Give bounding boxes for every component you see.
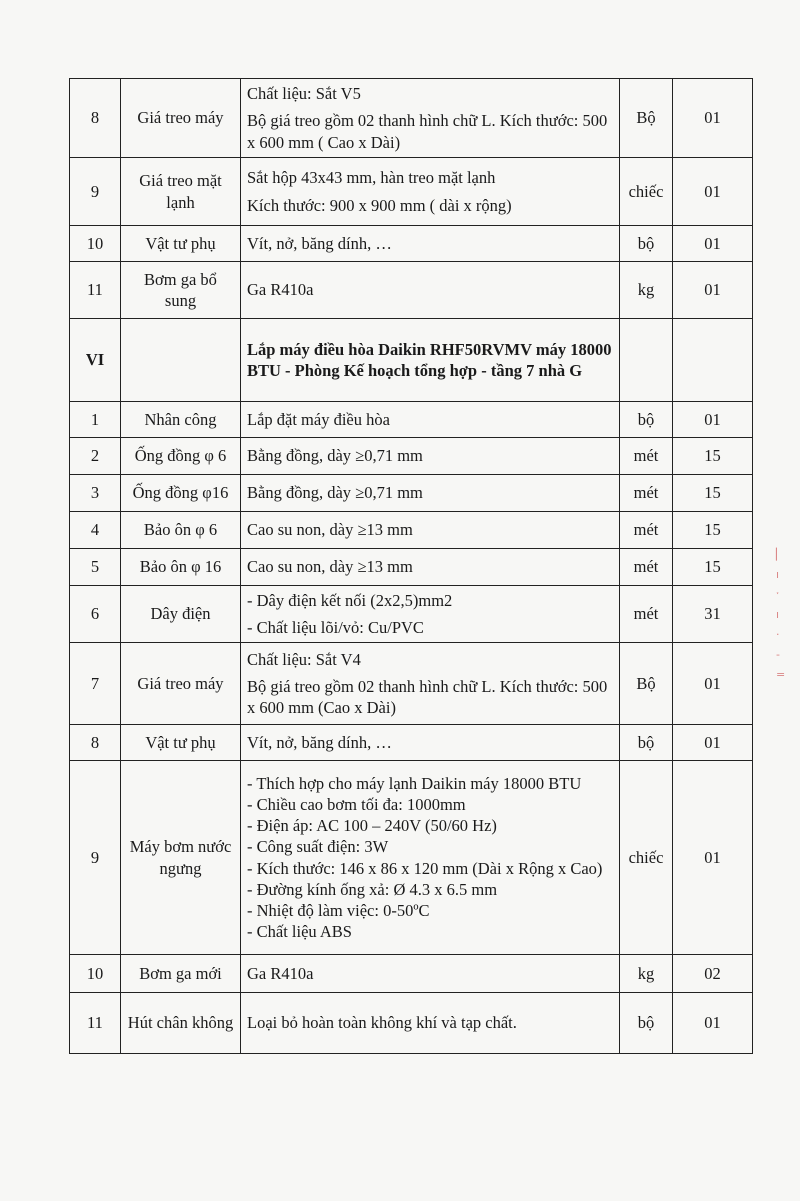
table-row [70,955,753,993]
item-name: Bảo ôn φ 6 [121,512,241,549]
description-line: Bộ giá treo gồm 02 thanh hình chữ L. Kích thước: 500 x 600 mm (Cao x Dài) [247,676,608,718]
item-name: Giá treo máy [121,643,241,725]
item-name: Bơm ga mới [121,955,241,993]
section-row [70,319,753,402]
item-quantity: 15 [673,512,753,549]
item-quantity: 01 [673,761,753,955]
description-line: - Công suất điện: 3W [247,837,389,857]
item-quantity: 15 [673,438,753,475]
equipment-spec-table [69,78,753,1054]
item-unit: mét [620,586,673,643]
item-unit: kg [620,262,673,319]
item-unit: chiếc [620,761,673,955]
section-name-cell [121,319,241,402]
item-unit: kg [620,955,673,993]
item-number: 3 [70,475,121,512]
item-quantity: 01 [673,158,753,226]
item-name: Dây điện [121,586,241,643]
item-description [241,993,620,1054]
description-line: Chất liệu: Sắt V5 [247,84,361,104]
section-unit-cell [620,319,673,402]
item-quantity: 31 [673,586,753,643]
table-row [70,79,753,158]
item-number: 4 [70,512,121,549]
item-name: Vật tư phụ [121,725,241,761]
table-row [70,761,753,955]
description-line: Bằng đồng, dày ≥0,71 mm [247,483,423,503]
item-description [241,438,620,475]
item-quantity: 01 [673,725,753,761]
description-line: Lắp đặt máy điều hòa [247,409,390,429]
description-line: Cao su non, dày ≥13 mm [247,557,413,577]
item-description [241,761,620,955]
description-line: - Nhiệt độ làm việc: 0-50ºC [247,900,430,920]
item-number: 11 [70,262,121,319]
item-number: 10 [70,955,121,993]
description-line: Bằng đồng, dày ≥0,71 mm [247,446,423,466]
description-line: - Chiều cao bơm tối đa: 1000mm [247,795,466,815]
item-name: Giá treo máy [121,79,241,158]
section-title: Lắp máy điều hòa Daikin RHF50RVMV máy 18000 BTU - Phòng Kế hoạch tổng hợp - tầng 7 nhà G [241,319,620,402]
section-qty-cell [673,319,753,402]
item-name: Bảo ôn φ 16 [121,549,241,586]
item-name: Nhân công [121,402,241,438]
table-row [70,643,753,725]
description-line: Ga R410a [247,963,314,983]
item-name: Ống đồng φ 6 [121,438,241,475]
description-line: Chất liệu: Sắt V4 [247,649,361,669]
item-quantity: 15 [673,549,753,586]
item-unit: bộ [620,993,673,1054]
item-name: Hút chân không [121,993,241,1054]
item-number: 11 [70,993,121,1054]
item-unit: mét [620,549,673,586]
item-description [241,725,620,761]
description-line: - Kích thước: 146 x 86 x 120 mm (Dài x Rộng x Cao) [247,858,603,878]
description-line: Bộ giá treo gồm 02 thanh hình chữ L. Kích thước: 500 x 600 mm ( Cao x Dài) [247,111,608,152]
item-number: 8 [70,725,121,761]
table-row [70,993,753,1054]
item-description [241,955,620,993]
section-number: VI [70,319,121,402]
description-line: - Dây điện kết nối (2x2,5)mm2 [247,590,453,610]
item-description [241,402,620,438]
item-quantity: 01 [673,643,753,725]
item-name: Giá treo mặt lạnh [121,158,241,226]
margin-stamp-marks: ▏ ı ˑ ı · - = [776,548,786,681]
item-unit: bộ [620,226,673,262]
table-row [70,586,753,643]
description-line: - Chất liệu lõi/vỏ: Cu/PVC [247,618,424,637]
description-line: Vít, nở, băng dính, … [247,732,392,752]
item-unit: mét [620,475,673,512]
item-quantity: 01 [673,262,753,319]
table-row [70,226,753,262]
item-description [241,643,620,725]
item-number: 5 [70,549,121,586]
table-row [70,402,753,438]
table-row [70,475,753,512]
table-row [70,512,753,549]
item-quantity: 01 [673,993,753,1054]
description-line: - Thích hợp cho máy lạnh Daikin máy 18000 BTU [247,774,582,794]
item-quantity: 01 [673,226,753,262]
description-line: - Điện áp: AC 100 – 240V (50/60 Hz) [247,816,497,836]
description-line: Kích thước: 900 x 900 mm ( dài x rộng) [247,195,512,215]
item-number: 6 [70,586,121,643]
description-line: Ga R410a [247,280,314,300]
item-name: Bơm ga bổ sung [121,262,241,319]
item-quantity: 01 [673,402,753,438]
item-description [241,158,620,226]
item-unit: mét [620,438,673,475]
item-number: 1 [70,402,121,438]
item-unit: Bộ [620,643,673,725]
item-description [241,226,620,262]
table-row [70,438,753,475]
item-unit: bộ [620,725,673,761]
item-description [241,512,620,549]
item-quantity: 01 [673,79,753,158]
item-description [241,586,620,643]
item-unit: mét [620,512,673,549]
item-name: Ống đồng φ16 [121,475,241,512]
item-name: Máy bơm nước ngưng [121,761,241,955]
description-line: Vít, nở, băng dính, … [247,233,392,253]
item-description [241,549,620,586]
table-row [70,158,753,226]
item-number: 8 [70,79,121,158]
item-description [241,79,620,158]
table-row [70,549,753,586]
item-unit: bộ [620,402,673,438]
item-description [241,262,620,319]
item-number: 7 [70,643,121,725]
description-line: Cao su non, dày ≥13 mm [247,520,413,540]
description-line: - Chất liệu ABS [247,921,352,941]
item-unit: Bộ [620,79,673,158]
item-description [241,475,620,512]
item-number: 9 [70,158,121,226]
description-line: - Đường kính ống xả: Ø 4.3 x 6.5 mm [247,879,498,899]
item-number: 2 [70,438,121,475]
item-number: 9 [70,761,121,955]
table-row [70,262,753,319]
description-line: Sắt hộp 43x43 mm, hàn treo mặt lạnh [247,168,496,188]
spec-table-body [70,79,753,1054]
item-unit: chiếc [620,158,673,226]
description-line: Loại bỏ hoàn toàn không khí và tạp chất. [247,1013,517,1033]
table-row [70,725,753,761]
item-number: 10 [70,226,121,262]
item-name: Vật tư phụ [121,226,241,262]
item-quantity: 15 [673,475,753,512]
item-quantity: 02 [673,955,753,993]
